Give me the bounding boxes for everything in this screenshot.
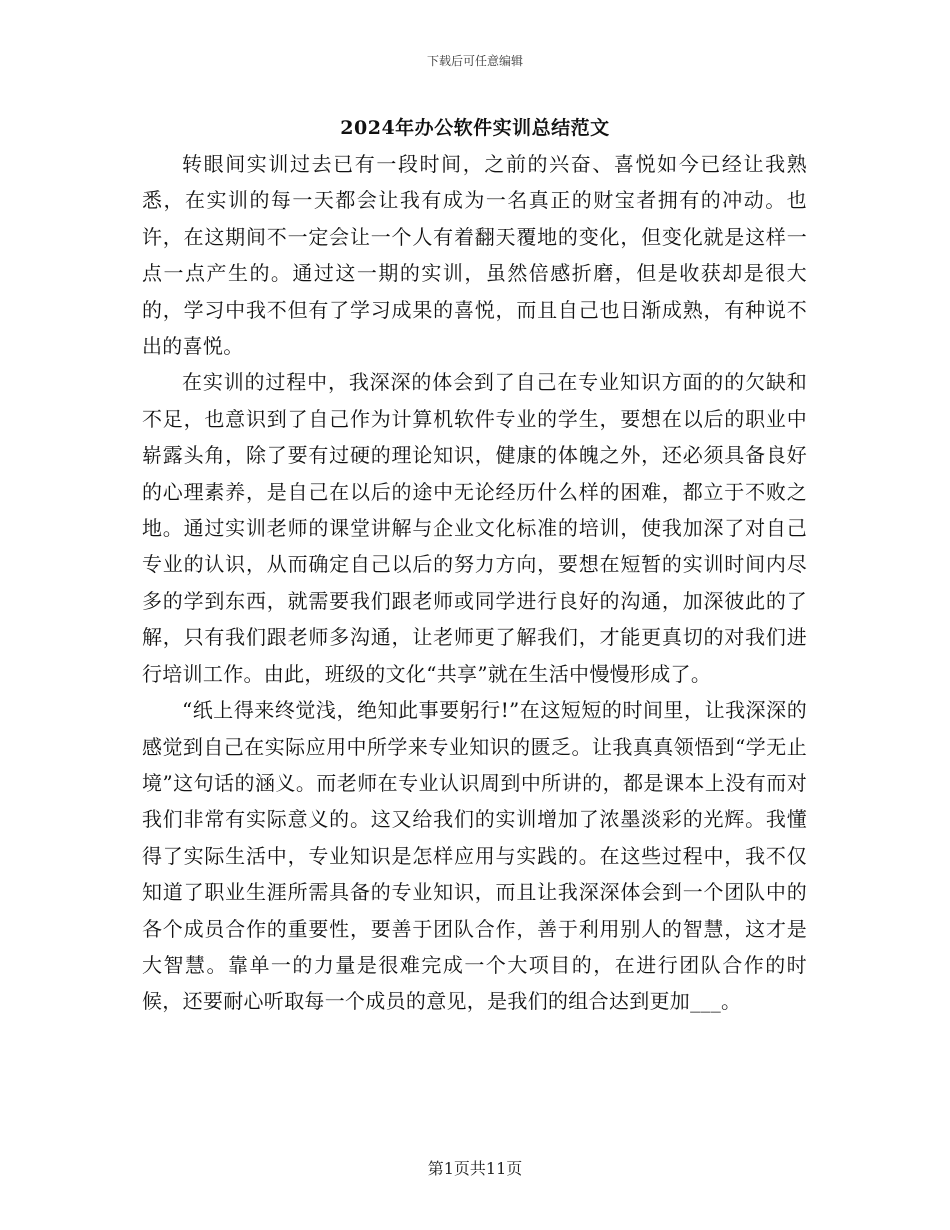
document-body: [142, 146, 807, 1020]
paragraph-2: 在实训的过程中，我深深的体会到了自己在专业知识方面的的欠缺和不足，也意识到了自己作为计算机软件专业的学生，要想在以后的职业中崭露头角，除了要有过硬的理论知识，健康的体魄之外，还必须具备良好的心理素养，是自己在以后的途中无论经历什么样的困难，都立于不败之地。通过实训老师的课堂讲解与企业文化标准的培训，使我加深了对自己专业的认识，从而确定自己以后的努力方向，要想在短暂的实训时间内尽多的学到东西，就需要我们跟老师或同学进行良好的沟通，加深彼此的了解，只有我们跟老师多沟通，让老师更了解我们，才能更真切的对我们进行培训工作。由此，班级的文化“共享”就在生活中慢慢形成了。: [142, 370, 807, 686]
page-header-note: 下载后可任意编辑: [426, 54, 523, 68]
page-number-footer: 第1页共11页: [427, 1159, 523, 1178]
paragraph-3: “纸上得来终觉浅，绝知此事要躬行!”在这短短的时间里，让我深深的感觉到自己在实际应用中所学来专业知识的匮乏。让我真真领悟到“学无止境”这句话的涵义。而老师在专业认识周到中所讲的，都是课本上没有而对我们非常有实际意义的。这又给我们的实训增加了浓墨淡彩的光辉。我懂得了实际生活中，专业知识是怎样应用与实践的。在这些过程中，我不仅知道了职业生涯所需具备的专业知识，而且让我深深体会到一个团队中的各个成员合作的重要性，要善于团队合作，善于利用别人的智慧，这才是大智慧。靠单一的力量是很难完成一个大项目的，在进行团队合作的时候，还要耐心听取每一个成员的意见，是我们的组合达到更加___。: [142, 698, 807, 1014]
paragraph-1: 转眼间实训过去已有一段时间，之前的兴奋、喜悦如今已经让我熟悉，在实训的每一天都会让我有成为一名真正的财宝者拥有的冲动。也许，在这期间不一定会让一个人有着翻天覆地的变化，但变化就是这样一点一点产生的。通过这一期的实训，虽然倍感折磨，但是收获却是很大的，学习中我不但有了学习成果的喜悦，而且自己也日渐成熟，有种说不出的喜悦。: [142, 152, 807, 359]
document-title: 2024年办公软件实训总结范文: [340, 117, 610, 139]
